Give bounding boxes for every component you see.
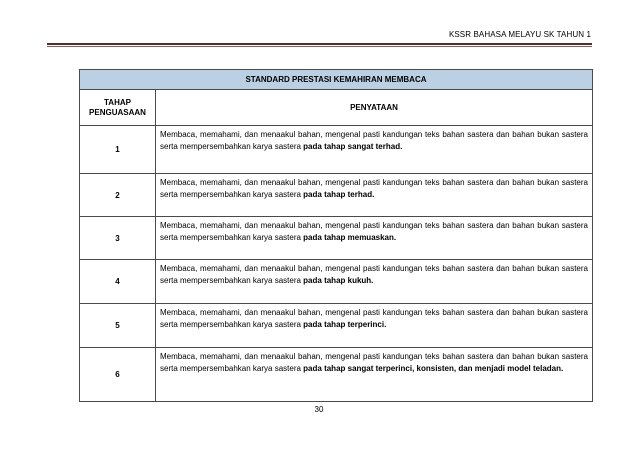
table-row	[80, 126, 593, 174]
header-rule-thin	[47, 46, 592, 47]
statement-cell	[156, 260, 593, 304]
statement-text: Membaca, memahami, dan menaakul bahan, mengenal pasti kandungan teks bahan sastera dan bahan bukan sastera serta mempersembahkan karya sastera	[160, 130, 588, 151]
level-cell: 6	[80, 348, 156, 402]
statement-emphasis: pada tahap kukuh.	[303, 276, 374, 285]
statement-cell	[156, 126, 593, 174]
statement-text: Membaca, memahami, dan menaakul bahan, mengenal pasti kandungan teks bahan sastera dan bahan bukan sastera serta mempersembahkan karya sastera	[160, 308, 588, 329]
statement-text: Membaca, memahami, dan menaakul bahan, mengenal pasti kandungan teks bahan sastera dan bahan bukan sastera serta mempersembahkan karya sastera	[160, 264, 588, 285]
page-number: 30	[314, 405, 324, 414]
table-row	[80, 348, 593, 402]
level-cell: 5	[80, 304, 156, 348]
table-row	[80, 304, 593, 348]
statement-emphasis: pada tahap sangat terperinci, konsisten, dan menjadi model teladan.	[303, 364, 564, 373]
table-row	[80, 260, 593, 304]
statement-emphasis: pada tahap memuaskan.	[303, 233, 397, 242]
table-row	[80, 217, 593, 260]
statement-emphasis: pada tahap sangat terhad.	[303, 142, 403, 151]
table-row	[80, 174, 593, 217]
level-cell: 1	[80, 126, 156, 174]
column-header-level: TAHAP PENGUASAAN	[80, 90, 156, 126]
statement-cell	[156, 304, 593, 348]
statement-cell	[156, 174, 593, 217]
statement-cell	[156, 217, 593, 260]
statement-text: Membaca, memahami, dan menaakul bahan, mengenal pasti kandungan teks bahan sastera dan bahan bukan sastera serta mempersembahkan karya sastera	[160, 221, 588, 242]
level-cell: 3	[80, 217, 156, 260]
statement-emphasis: pada tahap terperinci.	[303, 320, 387, 329]
table-title: STANDARD PRESTASI KEMAHIRAN MEMBACA	[80, 70, 593, 90]
column-header-statement: PENYATAAN	[156, 90, 593, 126]
header-rule	[47, 43, 592, 45]
statement-cell	[156, 348, 593, 402]
level-cell: 2	[80, 174, 156, 217]
document-header: KSSR BAHASA MELAYU SK TAHUN 1	[448, 30, 591, 39]
statement-text: Membaca, memahami, dan menaakul bahan, mengenal pasti kandungan teks bahan sastera dan bahan bukan sastera serta mempersembahkan karya sastera	[160, 352, 588, 373]
performance-standard-table	[79, 69, 593, 402]
statement-emphasis: pada tahap terhad.	[303, 190, 375, 199]
statement-text: Membaca, memahami, dan menaakul bahan, mengenal pasti kandungan teks bahan sastera dan bahan bukan sastera serta mempersembahkan karya sastera	[160, 178, 588, 199]
level-cell: 4	[80, 260, 156, 304]
